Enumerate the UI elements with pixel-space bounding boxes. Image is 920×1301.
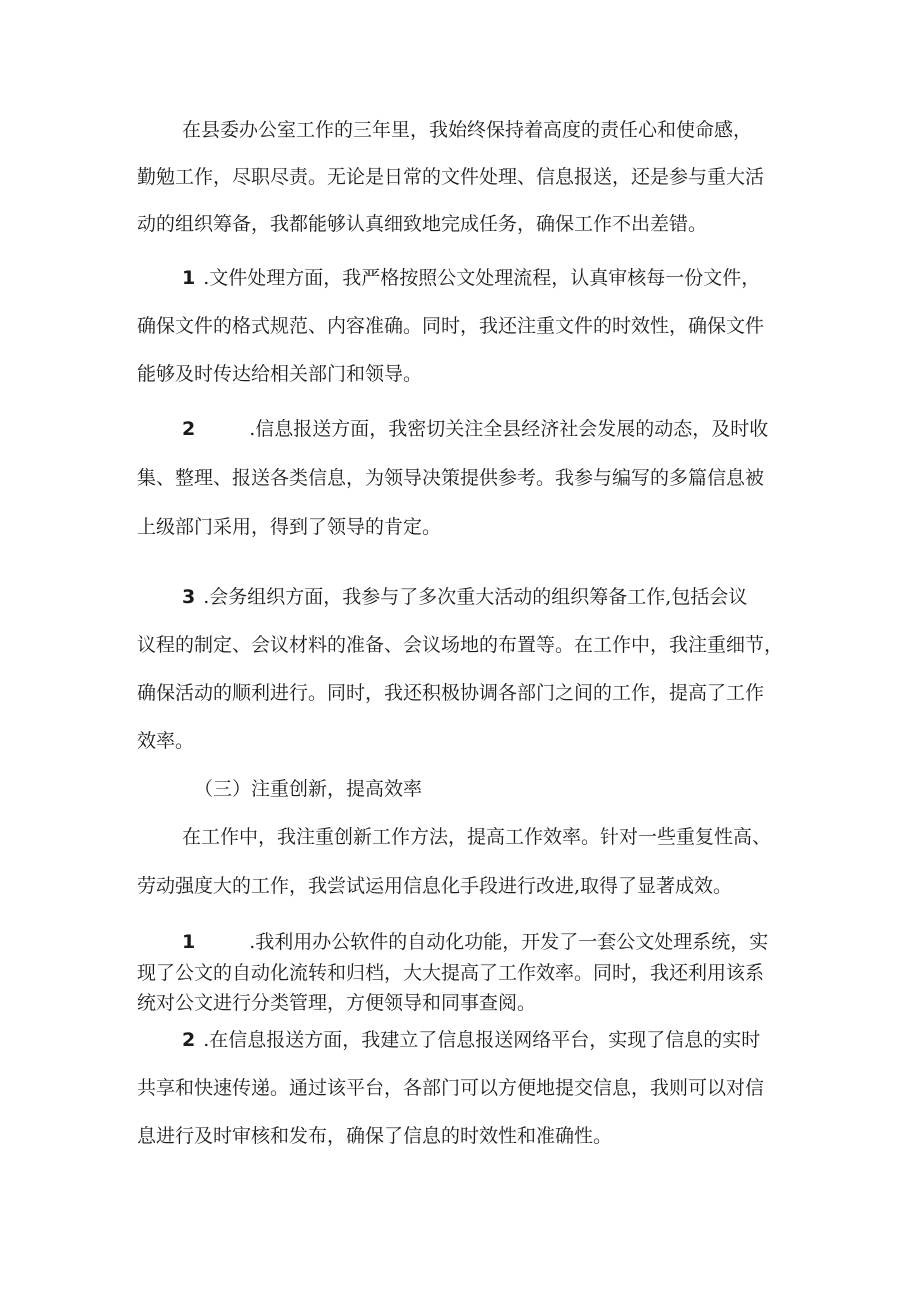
- list-item-first-line: [182, 929, 768, 955]
- list-item-first-line: [182, 265, 760, 291]
- list-item-number: 3: [182, 586, 196, 608]
- paragraph-line: 息进行及时审核和发布，确保了信息的时效性和准确性。: [137, 1125, 613, 1147]
- paragraph-line: 统对公文进行分类管理，方便领导和同事查阅。: [137, 992, 537, 1014]
- paragraph-line: 动的组织筹备，我都能够认真细致地完成任务，确保工作不出差错。: [137, 213, 708, 235]
- list-item-first-line: [182, 416, 768, 442]
- paragraph-line: 上级部门采用，得到了领导的肯定。: [137, 516, 442, 538]
- list-item-number: 1: [182, 267, 196, 289]
- paragraph-line: 集、整理、报送各类信息，为领导决策提供参考。我参与编写的多篇信息被: [137, 467, 765, 489]
- list-item-number: 2: [182, 1029, 196, 1051]
- paragraph-line: 效率。: [137, 730, 195, 752]
- paragraph-line: 劳动强度大的工作，我尝试运用信息化手段进行改进,取得了显著成效。: [137, 875, 733, 897]
- list-item-text: .会务组织方面，我参与了多次重大活动的组织筹备工作,包括会议: [203, 586, 748, 608]
- paragraph-line: 在县委办公室工作的三年里，我始终保持着高度的责任心和使命感，: [182, 119, 753, 141]
- list-item-text: .文件处理方面，我严格按照公文处理流程，认真审核每一份文件，: [203, 267, 761, 289]
- paragraph-line: 现了公文的自动化流转和归档，大大提高了工作效率。同时，我还利用该系: [137, 962, 765, 984]
- list-item-text: .在信息报送方面，我建立了信息报送网络平台，实现了信息的实时: [203, 1029, 761, 1051]
- list-item-number: 2: [182, 418, 196, 440]
- paragraph-line: 在工作中，我注重创新工作方法，提高工作效率。针对一些重复性高、: [182, 826, 772, 848]
- list-item-text: .信息报送方面，我密切关注全县经济社会发展的动态，及时收: [249, 418, 769, 440]
- paragraph-line: 能够及时传达给相关部门和领导。: [137, 363, 423, 385]
- paragraph-line: 确保文件的格式规范、内容准确。同时，我还注重文件的时效性，确保文件: [137, 315, 765, 337]
- section-heading: （三）注重创新，提高效率: [194, 778, 423, 800]
- list-item-number: 1: [182, 931, 196, 953]
- list-item-text: .我利用办公软件的自动化功能，开发了一套公文处理系统，实: [249, 931, 769, 953]
- list-item-first-line: [182, 1027, 760, 1053]
- paragraph-line: 共享和快速传递。通过该平台，各部门可以方便地提交信息，我则可以对信: [137, 1077, 765, 1099]
- paragraph-line: 勤勉工作，尽职尽责。无论是日常的文件处理、信息报送，还是参与重大活: [137, 166, 765, 188]
- paragraph-line: 确保活动的顺利进行。同时，我还积极协调各部门之间的工作，提高了工作: [137, 682, 765, 704]
- paragraph-line: 议程的制定、会议材料的准备、会议场地的布置等。在工作中，我注重细节，: [137, 634, 784, 656]
- list-item-first-line: [182, 584, 747, 610]
